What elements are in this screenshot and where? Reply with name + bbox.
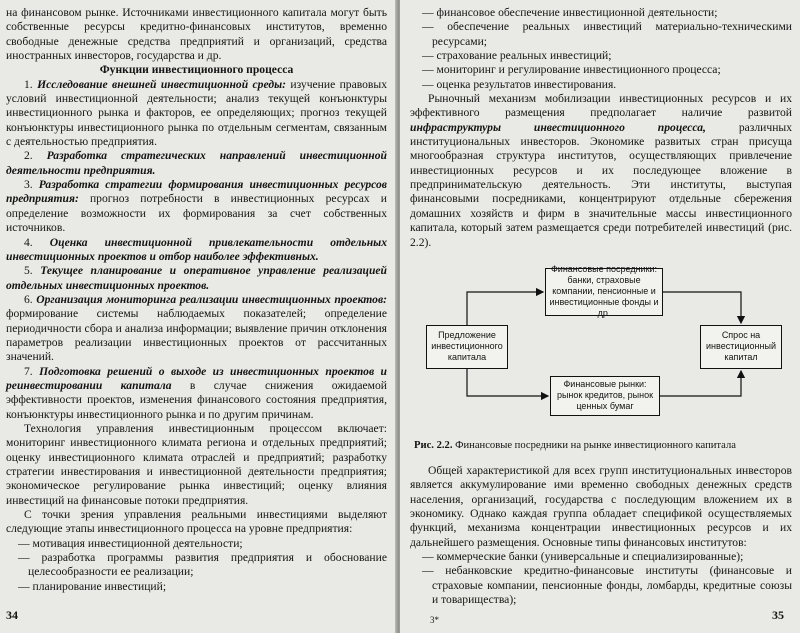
function-num: 2.: [24, 149, 47, 163]
para-start: Рыночный механизм мобилизации инвестиционных ресурсов и их эффективного размещения предполагает наличие развитой: [410, 92, 792, 120]
section-heading: Функции инвестиционного процесса: [99, 63, 294, 77]
capital-demand-box: Спрос на инвестиционный капитал: [700, 325, 782, 369]
function-title: Подготовка решений о выходе из инвестиционных проектов и реинвестировании капитала: [6, 364, 388, 392]
technology-paragraph: Технология управления инвестиционным процессом включает: мониторинг инвестиционного климата региона и отдельных предприятий; оценку инвестиционного климата отраслей и предприятий; разработку стратегии инвестирования и инвестиционной деятельности предприятия; экономическое регулирование рынка инвестиций; оценку влияния инвестиций на финансовые потоки предприятия.: [6, 421, 387, 507]
function-4: [6, 236, 387, 265]
financial-markets-box: Финансовые рынки: рынок кредитов, рынок ценных бумаг: [550, 376, 660, 416]
page-number-left: 34: [6, 608, 18, 622]
stage-item: — мотивация инвестиционной деятельности;: [18, 536, 243, 550]
function-num: 6.: [24, 292, 37, 306]
function-5: [6, 264, 387, 293]
stage-item: — разработка программы развития предприятия и обоснование целесообразности ее реализации;: [18, 551, 387, 579]
intro-paragraph: на финансовом рынке. Источниками инвестиционного капитала могут быть собственные ресурсы кредитно-финансовых институтов, временно свободные денежные средства предприятий и организаций, средства иностранных инвесторов, государства и др.: [6, 6, 387, 63]
list-item: — страхование реальных инвестиций;: [422, 49, 612, 63]
stages-intro: С точки зрения управления реальными инвестициями выделяют следующие этапы инвестиционного процесса на уровне предприятия:: [6, 508, 387, 536]
signature-mark: 3*: [430, 615, 439, 625]
function-title: Исследование внешней инвестиционной среды:: [37, 77, 286, 91]
function-title: Организация мониторинга реализации инвестиционных проектов:: [36, 292, 388, 306]
para-end: различных институциональных инвесторов. Экономике развитых стран присуща многообразная структура институтов, осуществляющих привлечение инвестиционных ресурсов и их последующее вложение в предпринимательскую деятельность. Эти институты, выступая финансовыми посредниками, концентрируют отдельные сбережения домашних хозяйств и фирм в значительные массы инвестиционного капитала, который затем размещается среди потребителей инвестиций (рис. 2.2).: [410, 120, 792, 249]
page-number-right: 35: [772, 608, 784, 622]
financial-intermediaries-box: Финансовые посредники: банки, страховые компании, пенсионные и инвестиционные фонды и др.: [545, 268, 663, 316]
institution-type: — небанковские кредитно-финансовые институты (финансовые и страховые компании, пенсионные фонды, ломбарды, кредитные союзы и товарищества);: [422, 564, 792, 606]
left-page: [0, 0, 397, 633]
function-3: [6, 178, 387, 235]
function-7: [6, 365, 387, 422]
function-num: 3.: [24, 178, 39, 192]
function-text: в случае снижения ожидаемой эффективности проектов, изменения финансового состояния предприятия, конъюнктуры инвестиционного рынка и по другим причинам.: [6, 378, 387, 421]
function-num: 1.: [24, 77, 38, 91]
figure-caption: [414, 439, 792, 452]
para-emphasis: инфраструктуры инвестиционного процесса,: [410, 120, 706, 134]
list-item: — мониторинг и регулирование инвестиционного процесса;: [422, 63, 721, 77]
right-page: [400, 0, 800, 633]
function-num: 5.: [24, 264, 41, 278]
list-item: — обеспечение реальных инвестиций материально-техническими ресурсами;: [422, 20, 792, 48]
function-title: Разработка стратегических направлений инвестиционной деятельности предприятия.: [6, 149, 387, 177]
figure-diagram: [410, 264, 792, 429]
function-num: 4.: [24, 235, 50, 249]
function-text: формирование системы наблюдаемых показателей; определение периодичности сбора и анализа информации; выявление причин отклонения параметров реализации инвестиционных проектов от рассчитанных значений.: [6, 307, 387, 364]
function-text: изучение правовых условий инвестиционной деятельности; анализ текущей конъюнктуры инвестиционного рынка и факторов, ее определяющих; прогноз текущей конъюнктуры инвестиционного рынка по отдельным сегментам, связанным с деятельностью предприятия.: [6, 77, 387, 149]
function-2: [6, 149, 387, 178]
caption-text: Финансовые посредники на рынке инвестиционного капитала: [452, 439, 736, 451]
infrastructure-paragraph: [410, 92, 792, 250]
function-text: прогноз потребности в инвестиционных ресурсах и определение возможности их формирования за счет собственных источников.: [6, 192, 387, 235]
caption-label: Рис. 2.2.: [414, 439, 453, 451]
function-6: [6, 293, 387, 365]
function-title: Разработка стратегии формирования инвестиционных ресурсов предприятия:: [6, 178, 387, 206]
stage-item: — планирование инвестиций;: [18, 579, 167, 593]
list-item: — финансовое обеспечение инвестиционной деятельности;: [422, 6, 718, 19]
institution-type: — коммерческие банки (универсальные и специализированные);: [422, 549, 744, 563]
capital-supply-box: Предложение инвестиционного капитала: [426, 325, 508, 369]
institutional-paragraph: Общей характеристикой для всех групп институциональных инвесторов является аккумулирование ими временно свободных денежных средств населения, организаций, государства с последующим вложением их в экономику. Однако каждая группа обладает спецификой осуществляемых функций, механизма концентрации инвестиционных ресурсов и их дальнейшего размещения. Основные типы финансовых институтов:: [410, 463, 792, 549]
function-title: Текущее планирование и оперативное управление реализацией отдельных инвестиционных проектов.: [6, 264, 388, 292]
function-title: Оценка инвестиционной привлекательности отдельных инвестиционных проектов и отбор наиболее эффективных.: [6, 235, 387, 263]
list-item: — оценка результатов инвестирования.: [422, 77, 617, 91]
function-num: 7.: [24, 364, 40, 378]
function-1: [6, 78, 387, 150]
